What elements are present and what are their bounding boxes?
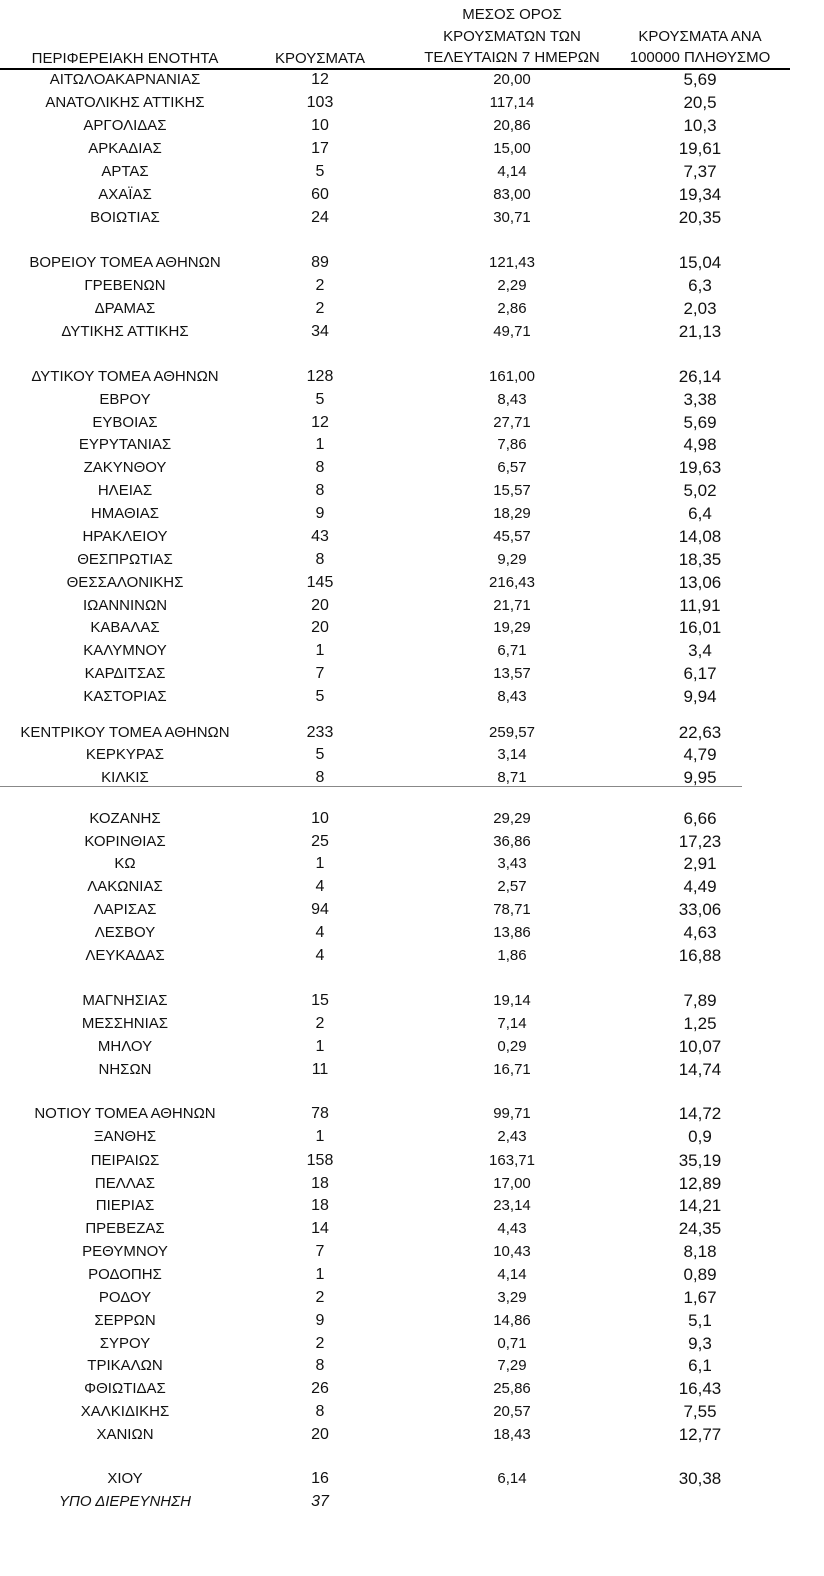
rate-per-100k-value: 1,67 [683, 1288, 717, 1307]
region-name: ΝΗΣΩΝ [98, 1061, 152, 1078]
rate-per-100k-value: 6,66 [683, 809, 717, 828]
rate-per-100k-value: 4,49 [683, 877, 717, 896]
region-name: ΛΑΚΩΝΙΑΣ [87, 878, 163, 895]
region-name: ΝΟΤΙΟΥ ΤΟΜΕΑ ΑΘΗΝΩΝ [34, 1105, 216, 1122]
header-avg-line3: ΤΕΛΕΥΤΑΙΩΝ 7 ΗΜΕΡΩΝ [424, 49, 600, 66]
rate-per-100k-value: 3,38 [683, 390, 717, 409]
region-name: ΘΕΣΣΑΛΟΝΙΚΗΣ [66, 574, 184, 591]
rate-per-100k-value: 0,89 [683, 1265, 717, 1284]
cases-value: 8 [315, 459, 325, 476]
avg-7day-value: 0,71 [497, 1335, 527, 1352]
region-name: ΠΙΕΡΙΑΣ [95, 1197, 155, 1214]
cases-value: 1 [315, 1266, 325, 1283]
avg-7day-value: 17,00 [493, 1175, 531, 1192]
cases-value: 12 [311, 414, 329, 431]
avg-7day-value: 29,29 [493, 810, 531, 827]
region-name: ΕΥΡΥΤΑΝΙΑΣ [78, 436, 172, 453]
region-name: ΔΥΤΙΚΗΣ ΑΤΤΙΚΗΣ [61, 323, 189, 340]
avg-7day-value: 10,43 [493, 1243, 531, 1260]
cases-value: 9 [315, 1312, 325, 1329]
region-name: ΓΡΕΒΕΝΩΝ [84, 277, 166, 294]
avg-7day-value: 20,57 [493, 1403, 531, 1420]
cases-value: 158 [306, 1152, 334, 1169]
avg-7day-value: 36,86 [493, 833, 531, 850]
avg-7day-value: 4,43 [497, 1220, 527, 1237]
avg-7day-value: 14,86 [493, 1312, 531, 1329]
rate-per-100k-value: 12,77 [678, 1425, 722, 1444]
rate-per-100k-value: 0,9 [688, 1127, 712, 1146]
region-name: ΒΟΡΕΙΟΥ ΤΟΜΕΑ ΑΘΗΝΩΝ [29, 254, 221, 271]
cases-value: 10 [311, 117, 329, 134]
region-name: ΥΠΟ ΔΙΕΡΕΥΝΗΣΗ [59, 1493, 191, 1510]
cases-value: 37 [311, 1493, 329, 1510]
cases-value: 43 [311, 528, 329, 545]
header-cases: ΚΡΟΥΣΜΑΤΑ [275, 50, 365, 67]
rate-per-100k-value: 21,13 [678, 322, 722, 341]
region-name: ΚΩ [114, 855, 136, 872]
cases-value: 9 [315, 505, 325, 522]
cases-value: 1 [315, 436, 325, 453]
cases-value: 1 [315, 855, 325, 872]
rate-per-100k-value: 4,63 [683, 923, 717, 942]
region-name: ΚΑΣΤΟΡΙΑΣ [83, 688, 167, 705]
cases-value: 78 [311, 1105, 329, 1122]
avg-7day-value: 3,43 [497, 855, 527, 872]
avg-7day-value: 0,29 [497, 1038, 527, 1055]
region-name: ΔΡΑΜΑΣ [94, 300, 156, 317]
region-name: ΛΕΣΒΟΥ [94, 924, 156, 941]
rate-per-100k-value: 2,91 [683, 854, 717, 873]
region-name: ΣΥΡΟΥ [99, 1335, 151, 1352]
rate-per-100k-value: 15,04 [678, 253, 722, 272]
rate-per-100k-value: 6,3 [688, 276, 712, 295]
region-name: ΡΟΔΟΠΗΣ [88, 1266, 162, 1283]
rate-per-100k-value: 7,37 [683, 162, 717, 181]
avg-7day-value: 2,57 [497, 878, 527, 895]
region-name: ΜΑΓΝΗΣΙΑΣ [82, 992, 168, 1009]
rate-per-100k-value: 5,69 [683, 413, 717, 432]
cases-value: 25 [311, 833, 329, 850]
region-name: ΠΕΙΡΑΙΩΣ [90, 1152, 160, 1169]
avg-7day-value: 8,43 [497, 391, 527, 408]
region-name: ΗΜΑΘΙΑΣ [90, 505, 160, 522]
rate-per-100k-value: 3,4 [688, 641, 712, 660]
rate-per-100k-value: 20,35 [678, 208, 722, 227]
cases-value: 5 [315, 163, 325, 180]
avg-7day-value: 78,71 [493, 901, 531, 918]
cases-value: 1 [315, 642, 325, 659]
avg-7day-value: 20,00 [493, 71, 531, 88]
cases-value: 103 [306, 94, 334, 111]
cases-value: 233 [306, 724, 334, 741]
region-name: ΧΑΝΙΩΝ [96, 1426, 154, 1443]
avg-7day-value: 7,14 [497, 1015, 527, 1032]
region-name: ΑΝΑΤΟΛΙΚΗΣ ΑΤΤΙΚΗΣ [45, 94, 205, 111]
rate-per-100k-value: 19,34 [678, 185, 722, 204]
rate-per-100k-value: 19,63 [678, 458, 722, 477]
region-name: ΜΕΣΣΗΝΙΑΣ [81, 1015, 169, 1032]
cases-value: 12 [311, 71, 329, 88]
cases-value: 89 [311, 254, 329, 271]
cases-value: 2 [315, 277, 325, 294]
avg-7day-value: 2,29 [497, 277, 527, 294]
rate-per-100k-value: 17,23 [678, 832, 722, 851]
rate-per-100k-value: 9,3 [688, 1334, 712, 1353]
header-rate-line1: ΚΡΟΥΣΜΑΤΑ ΑΝΑ [638, 28, 762, 45]
avg-7day-value: 259,57 [489, 724, 535, 741]
avg-7day-value: 15,57 [493, 482, 531, 499]
rate-per-100k-value: 6,4 [688, 504, 712, 523]
avg-7day-value: 7,29 [497, 1357, 527, 1374]
cases-value: 11 [311, 1061, 329, 1078]
region-name: ΚΟΡΙΝΘΙΑΣ [84, 833, 166, 850]
cases-value: 2 [315, 1335, 325, 1352]
cases-value: 4 [315, 878, 325, 895]
avg-7day-value: 9,29 [497, 551, 527, 568]
cases-value: 26 [311, 1380, 329, 1397]
region-name: ΛΕΥΚΑΔΑΣ [85, 947, 165, 964]
avg-7day-value: 7,86 [497, 436, 527, 453]
cases-value: 15 [311, 992, 329, 1009]
rate-per-100k-value: 30,38 [678, 1469, 722, 1488]
cases-value: 20 [311, 1426, 329, 1443]
rate-per-100k-value: 19,61 [678, 139, 722, 158]
cases-value: 1 [315, 1128, 325, 1145]
region-name: ΚΕΝΤΡΙΚΟΥ ΤΟΜΕΑ ΑΘΗΝΩΝ [20, 724, 230, 741]
avg-7day-value: 23,14 [493, 1197, 531, 1214]
avg-7day-value: 117,14 [489, 94, 535, 111]
cases-value: 60 [311, 186, 329, 203]
cases-value: 8 [315, 769, 325, 786]
avg-7day-value: 25,86 [493, 1380, 531, 1397]
cases-value: 17 [311, 140, 329, 157]
avg-7day-value: 45,57 [493, 528, 531, 545]
rate-per-100k-value: 6,17 [683, 664, 717, 683]
rate-per-100k-value: 4,98 [683, 435, 717, 454]
region-name: ΘΕΣΠΡΩΤΙΑΣ [77, 551, 173, 568]
cases-value: 1 [315, 1038, 325, 1055]
region-name: ΚΑΒΑΛΑΣ [90, 619, 160, 636]
region-name: ΗΡΑΚΛΕΙΟΥ [82, 528, 168, 545]
rate-per-100k-value: 13,06 [678, 573, 722, 592]
avg-7day-value: 3,14 [497, 746, 527, 763]
avg-7day-value: 13,86 [493, 924, 531, 941]
cases-value: 8 [315, 1403, 325, 1420]
avg-7day-value: 27,71 [493, 414, 531, 431]
region-name: ΣΕΡΡΩΝ [94, 1312, 156, 1329]
rate-per-100k-value: 5,02 [683, 481, 717, 500]
cases-value: 8 [315, 482, 325, 499]
rate-per-100k-value: 33,06 [678, 900, 722, 919]
rate-per-100k-value: 12,89 [678, 1174, 722, 1193]
avg-7day-value: 18,43 [493, 1426, 531, 1443]
avg-7day-value: 8,71 [497, 769, 527, 786]
header-avg-line2: ΚΡΟΥΣΜΑΤΩΝ ΤΩΝ [443, 28, 581, 45]
region-name: ΡΕΘΥΜΝΟΥ [82, 1243, 168, 1260]
rate-per-100k-value: 2,03 [683, 299, 717, 318]
cases-value: 34 [311, 323, 329, 340]
avg-7day-value: 83,00 [493, 186, 531, 203]
rate-per-100k-value: 1,25 [683, 1014, 717, 1033]
header-region: ΠΕΡΙΦΕΡΕΙΑΚΗ ΕΝΟΤΗΤΑ [31, 50, 219, 67]
rate-per-100k-value: 16,88 [678, 946, 722, 965]
rate-per-100k-value: 14,08 [678, 527, 722, 546]
header-rate-line2: 100000 ΠΛΗΘΥΣΜΟ [629, 49, 771, 66]
region-name: ΧΑΛΚΙΔΙΚΗΣ [80, 1403, 170, 1420]
cases-value: 20 [311, 597, 329, 614]
cases-value: 7 [315, 665, 325, 682]
rate-per-100k-value: 22,63 [678, 723, 722, 742]
region-name: ΗΛΕΙΑΣ [97, 482, 153, 499]
cases-value: 16 [311, 1470, 329, 1487]
cases-value: 18 [311, 1175, 329, 1192]
cases-value: 8 [315, 551, 325, 568]
region-name: ΖΑΚΥΝΘΟΥ [83, 459, 167, 476]
region-name: ΑΡΓΟΛΙΔΑΣ [83, 117, 167, 134]
rate-per-100k-value: 10,07 [678, 1037, 722, 1056]
avg-7day-value: 1,86 [497, 947, 527, 964]
region-name: ΛΑΡΙΣΑΣ [93, 901, 157, 918]
rate-per-100k-value: 16,01 [678, 618, 722, 637]
region-name: ΚΕΡΚΥΡΑΣ [85, 746, 165, 763]
avg-7day-value: 13,57 [493, 665, 531, 682]
region-name: ΡΟΔΟΥ [98, 1289, 152, 1306]
rate-per-100k-value: 20,5 [683, 93, 717, 112]
avg-7day-value: 163,71 [489, 1152, 535, 1169]
avg-7day-value: 4,14 [497, 163, 527, 180]
rate-per-100k-value: 16,43 [678, 1379, 722, 1398]
rate-per-100k-value: 14,21 [678, 1196, 722, 1215]
avg-7day-value: 6,57 [497, 459, 527, 476]
avg-7day-value [432, 1491, 592, 1513]
avg-7day-value: 2,43 [497, 1128, 527, 1145]
cases-value: 14 [311, 1220, 329, 1237]
rate-per-100k-value: 7,55 [683, 1402, 717, 1421]
region-name: ΕΒΡΟΥ [99, 391, 151, 408]
region-name: ΙΩΑΝΝΙΝΩΝ [82, 597, 168, 614]
avg-7day-value: 18,29 [493, 505, 531, 522]
avg-7day-value: 99,71 [493, 1105, 531, 1122]
rate-per-100k-value: 14,74 [678, 1060, 722, 1079]
avg-7day-value: 19,14 [493, 992, 531, 1009]
cases-value: 5 [315, 746, 325, 763]
cases-value: 2 [315, 300, 325, 317]
rate-per-100k-value: 9,94 [683, 687, 717, 706]
rate-per-100k-value: 18,35 [678, 550, 722, 569]
avg-7day-value: 6,14 [497, 1470, 527, 1487]
region-name: ΑΡΤΑΣ [101, 163, 149, 180]
avg-7day-value: 6,71 [497, 642, 527, 659]
cases-value: 4 [315, 924, 325, 941]
rate-per-100k-value: 26,14 [678, 367, 722, 386]
cases-value: 5 [315, 688, 325, 705]
region-name: ΦΘΙΩΤΙΔΑΣ [84, 1380, 166, 1397]
rate-per-100k-value: 6,1 [688, 1356, 712, 1375]
cases-value: 10 [311, 810, 329, 827]
region-name: ΞΑΝΘΗΣ [93, 1128, 157, 1145]
avg-7day-value: 216,43 [489, 574, 535, 591]
rate-per-100k-value: 9,95 [683, 768, 717, 787]
avg-7day-value: 19,29 [493, 619, 531, 636]
rate-per-100k-value: 4,79 [683, 745, 717, 764]
avg-7day-value: 20,86 [493, 117, 531, 134]
cases-value: 94 [311, 901, 329, 918]
rate-per-100k-value: 11,91 [679, 596, 721, 615]
region-name: ΤΡΙΚΑΛΩΝ [87, 1357, 163, 1374]
region-name: ΒΟΙΩΤΙΑΣ [90, 209, 160, 226]
avg-7day-value: 49,71 [493, 323, 531, 340]
region-name: ΧΙΟΥ [107, 1470, 143, 1487]
avg-7day-value: 3,29 [497, 1289, 527, 1306]
avg-7day-value: 15,00 [493, 140, 531, 157]
avg-7day-value: 8,43 [497, 688, 527, 705]
avg-7day-value: 4,14 [497, 1266, 527, 1283]
region-name: ΑΡΚΑΔΙΑΣ [88, 140, 162, 157]
region-name: ΚΑΡΔΙΤΣΑΣ [84, 665, 166, 682]
avg-7day-value: 161,00 [489, 368, 535, 385]
cases-value: 24 [311, 209, 329, 226]
cases-value: 20 [311, 619, 329, 636]
rate-per-100k-value: 8,18 [683, 1242, 717, 1261]
rate-per-100k-value: 24,35 [678, 1219, 722, 1238]
avg-7day-value: 2,86 [497, 300, 527, 317]
avg-7day-value: 121,43 [489, 254, 535, 271]
avg-7day-value: 21,71 [493, 597, 531, 614]
cases-value: 5 [315, 391, 325, 408]
region-name: ΠΕΛΛΑΣ [94, 1175, 156, 1192]
cases-value: 8 [315, 1357, 325, 1374]
rate-per-100k-value: 14,72 [678, 1104, 722, 1123]
cases-value: 7 [315, 1243, 325, 1260]
region-name: ΚΑΛΥΜΝΟΥ [83, 642, 167, 659]
region-name: ΠΡΕΒΕΖΑΣ [85, 1220, 165, 1237]
cases-value: 145 [306, 574, 334, 591]
cases-value: 2 [315, 1289, 325, 1306]
rate-per-100k-value: 5,1 [688, 1311, 712, 1330]
cases-value: 128 [306, 368, 334, 385]
region-name: ΚΟΖΑΝΗΣ [89, 810, 161, 827]
region-name: ΜΗΛΟΥ [97, 1038, 153, 1055]
rate-per-100k-value: 10,3 [683, 116, 717, 135]
avg-7day-value: 16,71 [493, 1061, 531, 1078]
rate-per-100k-value: 35,19 [678, 1151, 722, 1170]
rate-per-100k-value: 7,89 [683, 991, 717, 1010]
region-name: ΑΙΤΩΛΟΑΚΑΡΝΑΝΙΑΣ [49, 71, 201, 88]
cases-value: 18 [311, 1197, 329, 1214]
rate-per-100k-value: 5,69 [683, 70, 717, 89]
region-name: ΔΥΤΙΚΟΥ ΤΟΜΕΑ ΑΘΗΝΩΝ [31, 368, 219, 385]
header-avg-line1: ΜΕΣΟΣ ΟΡΟΣ [462, 6, 562, 23]
region-name: ΚΙΛΚΙΣ [101, 769, 149, 786]
region-name: ΕΥΒΟΙΑΣ [92, 414, 158, 431]
cases-value: 4 [315, 947, 325, 964]
avg-7day-value: 30,71 [493, 209, 531, 226]
rate-per-100k-value [620, 1491, 780, 1513]
region-name: ΑΧΑΪΑΣ [98, 186, 152, 203]
cases-value: 2 [315, 1015, 325, 1032]
